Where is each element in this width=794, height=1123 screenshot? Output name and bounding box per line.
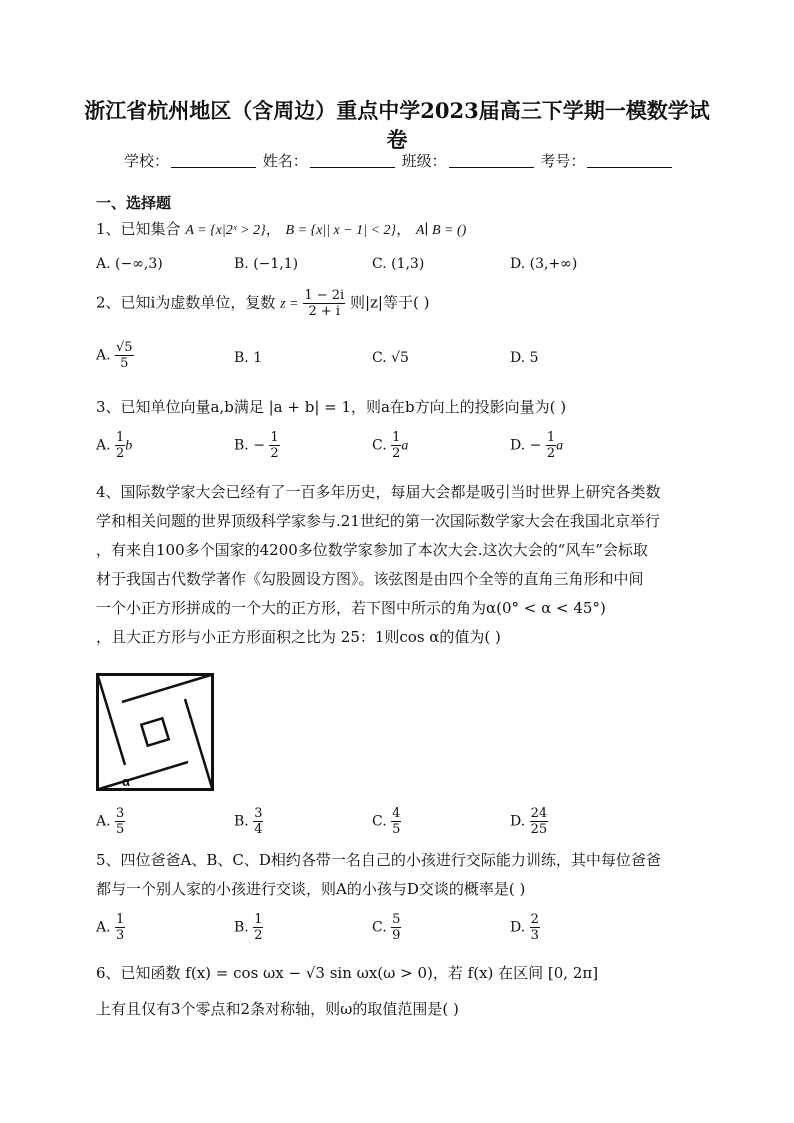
q4-d-den: 25 [530, 822, 548, 837]
q5-d-num: 2 [530, 912, 539, 927]
q2-stem: 2、已知i为虚数单位，复数 [96, 293, 276, 312]
q1-option-a: A. (−∞,3) [96, 256, 163, 272]
q5-a-label: A. [96, 919, 111, 936]
q2-fraction [303, 288, 345, 319]
question-5 [96, 846, 706, 904]
page-title: 浙江省杭州地区（含周边）重点中学2023届高三下学期一模数学试 [84, 98, 710, 123]
q4-c-den: 5 [392, 822, 401, 837]
q3-d-var: a [556, 438, 564, 454]
q3-d-fraction [546, 430, 556, 461]
q4-b-num: 3 [254, 806, 263, 821]
q4-b-den: 4 [254, 822, 263, 837]
q5-c-label: C. [372, 919, 387, 936]
triangle-side [122, 675, 213, 703]
q4-option-c [372, 806, 401, 837]
q4-d-label: D. [510, 813, 526, 830]
q3-option-d [510, 430, 563, 461]
q4-d-fraction [530, 806, 549, 837]
q1-set-a: A = {x|2ˣ > 2} [185, 223, 266, 238]
q3-b-fraction [269, 430, 279, 461]
q2-option-c: C. √5 [372, 350, 409, 366]
pinwheel-figure [96, 673, 214, 791]
q3-c-num: 1 [392, 430, 401, 445]
q4-line: 一个小正方形拼成的一个大的正方形，若下图中所示的角为α(0° < α < 45°) [96, 599, 606, 617]
q4-a-label: A. [96, 813, 111, 830]
q3-b-label: B. − [234, 437, 265, 454]
q3-b-den: 2 [270, 446, 279, 461]
q4-d-num: 24 [530, 806, 548, 821]
q5-d-fraction [530, 912, 540, 943]
section-heading: 一、选择题 [96, 194, 172, 212]
q3-b-num: 1 [270, 430, 279, 445]
q2-a-num: √5 [116, 340, 133, 355]
q5-b-num: 1 [254, 912, 263, 927]
q4-option-a [96, 806, 125, 837]
q4-a-num: 3 [116, 806, 125, 821]
q4-line: ，且大正方形与小正方形面积之比为 25：1则cos α的值为( ) [96, 628, 501, 646]
q3-d-den: 2 [546, 446, 556, 461]
q3-a-num: 1 [116, 430, 125, 445]
q1-tail: A∣ B = () [415, 223, 467, 238]
name-blank [310, 153, 395, 168]
page-title-cont: 卷 [386, 127, 408, 152]
class-blank [449, 153, 534, 168]
q4-line: ，有来自100多个国家的4200多位数学家参加了本次大会.这次大会的“风车”会标取 [96, 541, 648, 559]
inner-square [141, 718, 168, 745]
q4-a-den: 5 [116, 822, 125, 837]
q5-a-den: 3 [116, 928, 125, 943]
q1-stem: 1、已知集合 [96, 220, 181, 238]
q2-tail: 则|z|等于( ) [349, 293, 430, 312]
q5-option-c [372, 912, 401, 943]
triangle-side [98, 762, 189, 790]
q2-option-b: B. 1 [234, 350, 263, 366]
q3-option-a [96, 430, 132, 461]
school-blank [171, 153, 256, 168]
school-label: 学校： [124, 152, 170, 170]
q5-a-fraction [115, 912, 125, 943]
q5-c-fraction [391, 912, 401, 943]
q2-denominator: 2 + i [308, 304, 341, 319]
q3-d-label: D. − [510, 437, 542, 454]
q3-c-den: 2 [392, 446, 401, 461]
triangle-side [98, 675, 126, 766]
name-label: 姓名： [262, 152, 308, 170]
q2-numerator: 1 − 2i [304, 288, 345, 303]
q5-b-fraction [253, 912, 263, 943]
q3-a-fraction [115, 430, 125, 461]
q2-z: z = [280, 296, 299, 312]
q4-option-d [510, 806, 548, 837]
q4-a-fraction [115, 806, 125, 837]
alpha-label: α [122, 774, 130, 789]
q5-option-a [96, 912, 125, 943]
q3-option-b [234, 430, 280, 461]
q3-c-label: C. [372, 437, 387, 454]
q2-option-a [96, 340, 134, 371]
q4-line: 学和相关问题的世界顶级科学家参与.21世纪的第一次国际数学家大会在我国北京举行 [96, 512, 660, 530]
q5-option-b [234, 912, 263, 943]
q3-d-num: 1 [546, 430, 556, 445]
question-3: 3、已知单位向量a,b满足 |a + b| = 1，则a在b方向上的投影向量为( ) [96, 398, 567, 416]
question-2 [96, 288, 429, 319]
q1-option-d: D. (3,+∞) [510, 256, 578, 272]
q2-a-fraction [115, 340, 134, 371]
triangle-side [185, 699, 213, 790]
q3-option-c [372, 430, 408, 461]
q4-line: 材于我国古代数学著作《勾股圆设方图》。该弦图是由四个全等的直角三角形和中间 [96, 570, 644, 588]
q1-set-b: B = {x|| x − 1| < 2} [285, 223, 397, 238]
q5-a-num: 1 [116, 912, 125, 927]
question-1: 1、已知集合 A = {x|2ˣ > 2}， B = {x|| x − 1| < 2}， A∣ B = () [96, 220, 467, 238]
q3-a-den: 2 [116, 446, 125, 461]
question-4 [96, 478, 706, 652]
exam-no-label: 考号： [540, 152, 586, 170]
q5-option-d [510, 912, 540, 943]
q1-option-c: C. (1,3) [372, 256, 425, 272]
q4-b-label: B. [234, 813, 249, 830]
q4-line: 4、国际数学家大会已经有了一百多年历史，每届大会都是吸引当时世界上研究各类数 [96, 483, 661, 501]
exam-no-blank [587, 153, 672, 168]
q5-d-label: D. [510, 919, 526, 936]
q4-c-fraction [391, 806, 401, 837]
q3-c-var: a [401, 438, 409, 454]
q5-c-den: 9 [392, 928, 401, 943]
q5-c-num: 5 [392, 912, 401, 927]
question-6: 6、已知函数 f(x) = cos ωx − √3 sin ωx(ω > 0)，若 f(x) 在区间 [0, 2π] [96, 964, 599, 982]
q5-line: 都与一个别人家的小孩进行交谈，则A的小孩与D交谈的概率是( ) [96, 880, 526, 898]
question-6-cont: 上有且仅有3个零点和2条对称轴，则ω的取值范围是( ) [96, 1000, 459, 1018]
q2-a-den: 5 [120, 356, 129, 371]
class-label: 班级： [401, 152, 447, 170]
q4-option-b [234, 806, 263, 837]
q5-d-den: 3 [530, 928, 539, 943]
q5-b-label: B. [234, 919, 249, 936]
q3-a-var: b [125, 438, 133, 454]
student-info [124, 150, 674, 171]
q5-b-den: 2 [254, 928, 263, 943]
q3-a-label: A. [96, 437, 111, 454]
q5-line: 5、四位爸爸A、B、C、D相约各带一名自己的小孩进行交际能力训练，其中每位爸爸 [96, 851, 661, 869]
q3-c-fraction [391, 430, 401, 461]
q4-c-label: C. [372, 813, 387, 830]
q2-option-d: D. 5 [510, 350, 539, 366]
q4-c-num: 4 [392, 806, 401, 821]
q2-a-label: A. [96, 347, 111, 364]
q1-option-b: B. (−1,1) [234, 256, 299, 272]
q4-b-fraction [253, 806, 263, 837]
